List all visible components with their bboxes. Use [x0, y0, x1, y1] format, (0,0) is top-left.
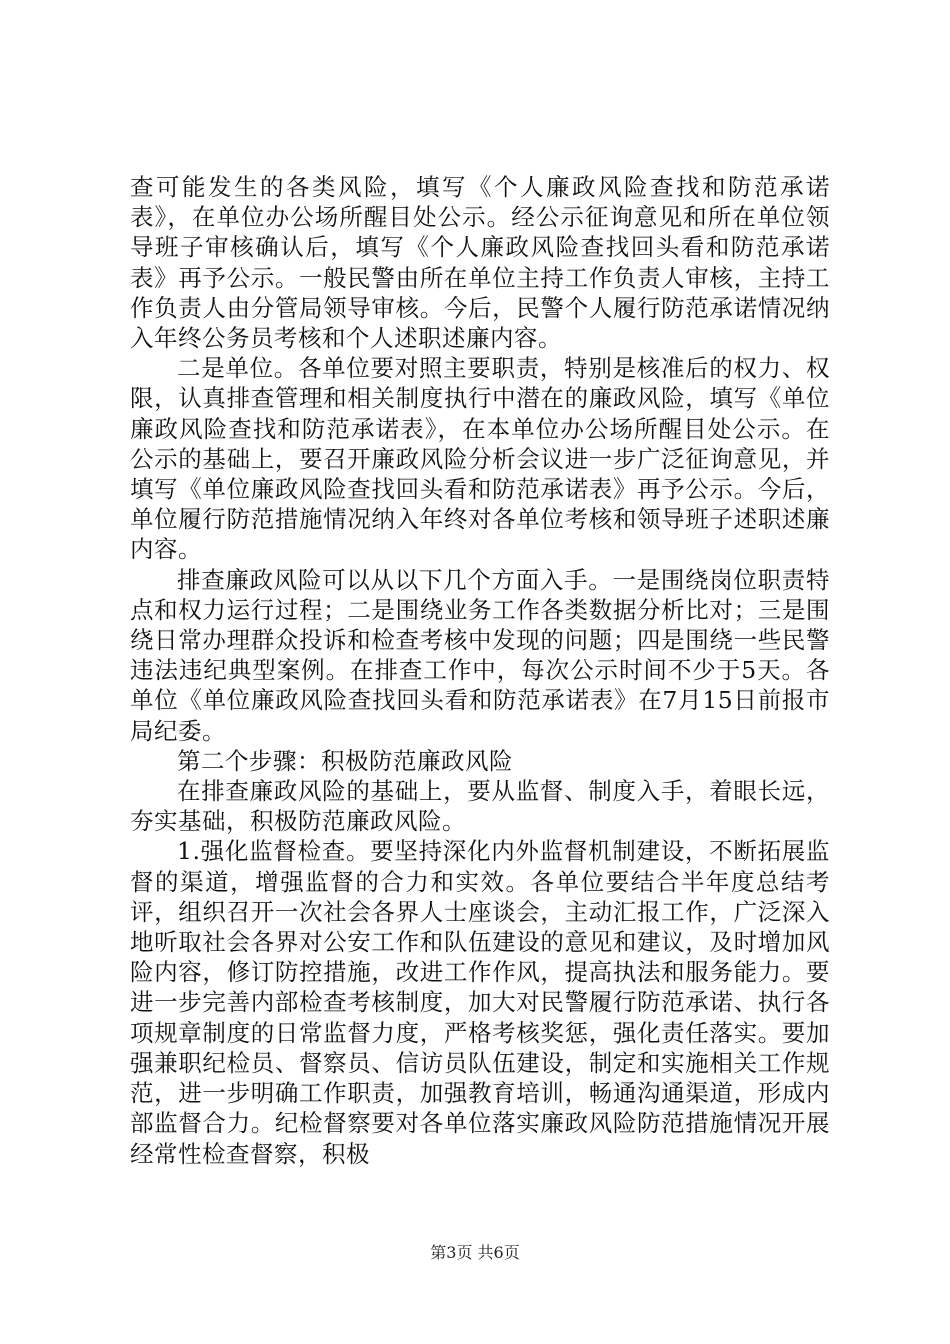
- paragraph-risk-sources: 排查廉政风险可以从以下几个方面入手。一是围绕岗位职责特点和权力运行过程；二是围绕业务工作各类数据分析比对；三是围绕日常办理群众投诉和检查考核中发现的问题；四是围绕一些民警违法违纪典型案例。在排查工作中，每次公示时间不少于5天。各单位《单位廉政风险查找回头看和防范承诺表》在7月15日前报市局纪委。: [130, 565, 830, 745]
- paragraph-supervision: 1.强化监督检查。要坚持深化内外监督机制建设，不断拓展监督的渠道，增强监督的合力和实效。各单位要结合半年度总结考评，组织召开一次社会各界人士座谈会，主动汇报工作，广泛深入地听取社会各界对公安工作和队伍建设的意见和建议，及时增加风险内容，修订防控措施，改进工作作风，提高执法和服务能力。要进一步完善内部检查考核制度，加大对民警履行防范承诺、执行各项规章制度的日常监督力度，严格考核奖惩，强化责任落实。要加强兼职纪检员、督察员、信访员队伍建设，制定和实施相关工作规范，进一步明确工作职责，加强教育培训，畅通沟通渠道，形成内部监督合力。纪检督察要对各单位落实廉政风险防范措施情况开展经常性检查督察，积极: [130, 837, 830, 1168]
- paragraph-step-two-intro: 在排查廉政风险的基础上，要从监督、制度入手，着眼长远，夯实基础，积极防范廉政风险。: [130, 777, 830, 836]
- section-heading-step-two: 第二个步骤：积极防范廉政风险: [177, 746, 513, 775]
- paragraph-continuation: 查可能发生的各类风险，填写《个人廉政风险查找和防范承诺表》，在单位办公场所醒目处公示。经公示征询意见和所在单位领导班子审核确认后，填写《个人廉政风险查找回头看和防范承诺表》再予公示。一般民警由所在单位主持工作负责人审核，主持工作负责人由分管局领导审核。今后，民警个人履行防范承诺情况纳入年终公务员考核和个人述职述廉内容。: [130, 173, 830, 353]
- page-number-footer: 第3页 共6页: [430, 1243, 520, 1262]
- document-body: [130, 172, 830, 1169]
- paragraph-unit-risks: 二是单位。各单位要对照主要职责，特别是核准后的权力、权限，认真排查管理和相关制度执行中潜在的廉政风险，填写《单位廉政风险查找和防范承诺表》，在本单位办公场所醒目处公示。在公示的基础上，要召开廉政风险分析会议进一步广泛征询意见，并填写《单位廉政风险查找回头看和防范承诺表》再予公示。今后，单位履行防范措施情况纳入年终对各单位考核和领导班子述职述廉内容。: [130, 354, 830, 564]
